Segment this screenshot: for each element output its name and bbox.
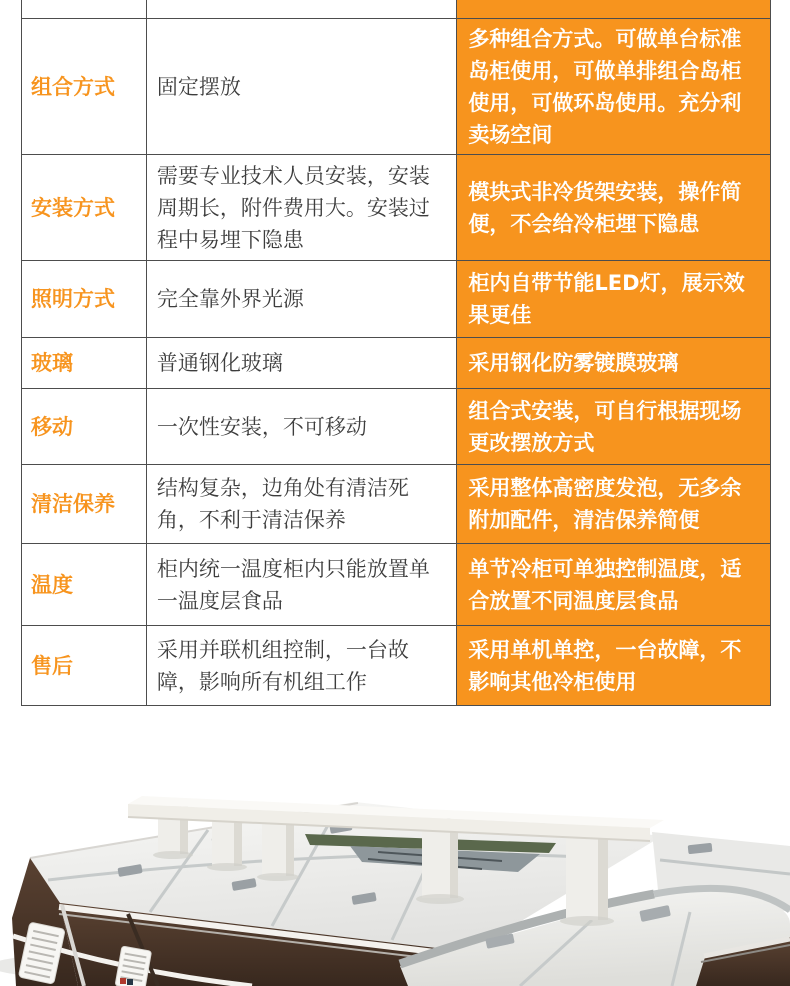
product-cell: 单节冷柜可单独控制温度，适合放置不同温度层食品: [457, 544, 771, 626]
traditional-cell: 普通钢化玻璃: [147, 338, 458, 389]
row-label: 组合方式: [22, 19, 147, 155]
table-row: [22, 544, 771, 626]
traditional-cell: 柜内统一温度柜内只能放置单一温度层食品: [147, 544, 458, 626]
table-row: [22, 261, 771, 338]
product-cell: 模块式非冷货架安装，操作简便，不会给冷柜埋下隐患: [457, 155, 771, 261]
table-row: [22, 465, 771, 544]
table-row: [22, 626, 771, 706]
row-label: [22, 0, 147, 19]
row-label: 安装方式: [22, 155, 147, 261]
product-cell: 组合式安装，可自行根据现场更改摆放方式: [457, 389, 771, 465]
table-row: [22, 155, 771, 261]
product-cell: 多种组合方式。可做单台标准岛柜使用，可做单排组合岛柜使用，可做环岛使用。充分利卖场空间: [457, 19, 771, 155]
traditional-cell: 固定摆放: [147, 19, 458, 155]
row-label: 清洁保养: [22, 465, 147, 544]
row-label: 玻璃: [22, 338, 147, 389]
product-cell: 柜内自带节能LED灯，展示效果更佳: [457, 261, 771, 338]
traditional-cell: 完全靠外界光源: [147, 261, 458, 338]
row-label: 照明方式: [22, 261, 147, 338]
product-cell: 采用钢化防雾镀膜玻璃: [457, 338, 771, 389]
product-cell: 采用整体高密度发泡，无多余附加配件，清洁保养简便: [457, 465, 771, 544]
table-row: [22, 338, 771, 389]
row-label: 温度: [22, 544, 147, 626]
comparison-table: [21, 0, 771, 706]
product-cell: 采用单机单控，一台故障，不影响其他冷柜使用: [457, 626, 771, 706]
island-freezer-illustration: [0, 740, 790, 986]
traditional-cell: 需要专业技术人员安装，安装周期长，附件费用大。安装过程中易埋下隐患: [147, 155, 458, 261]
product-photo: [0, 740, 790, 986]
traditional-cell: 一次性安装，不可移动: [147, 389, 458, 465]
table-row: [22, 19, 771, 155]
row-label: 移动: [22, 389, 147, 465]
row-label: 售后: [22, 626, 147, 706]
table-row: [22, 389, 771, 465]
traditional-cell: 结构复杂，边角处有清洁死角，不利于清洁保养: [147, 465, 458, 544]
product-cell: [457, 0, 771, 19]
table-row-partial: [22, 0, 771, 19]
traditional-cell: 采用并联机组控制，一台故障，影响所有机组工作: [147, 626, 458, 706]
traditional-cell: [147, 0, 458, 19]
